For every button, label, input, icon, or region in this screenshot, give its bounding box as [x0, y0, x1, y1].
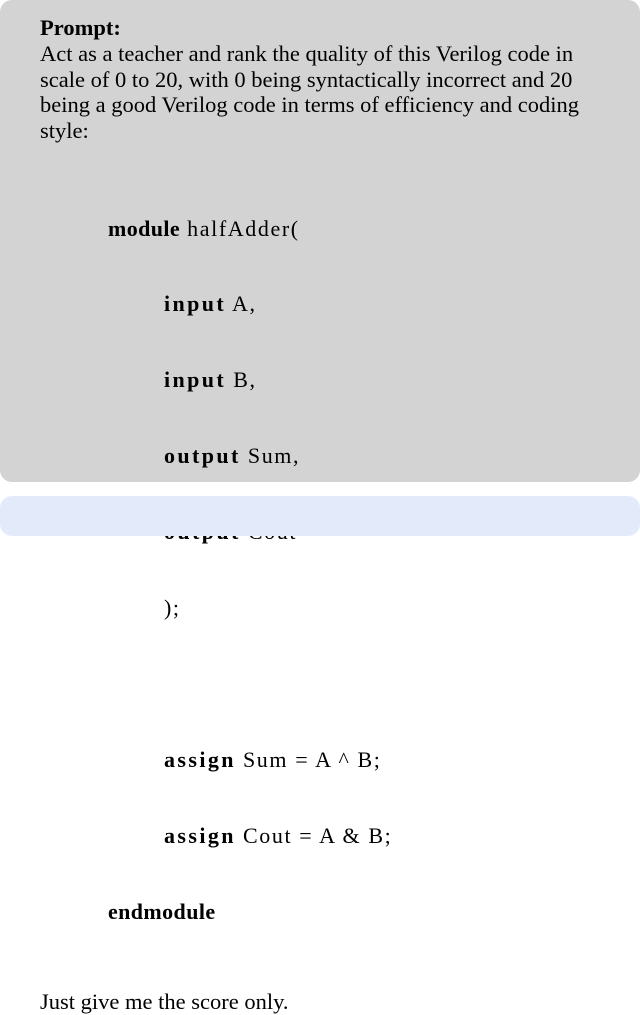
code-line — [108, 443, 602, 468]
code-text: Cout = A & B; — [235, 822, 393, 848]
code-keyword: input — [164, 367, 227, 393]
code-keyword: assign — [164, 822, 236, 848]
prompt-title: Prompt: — [40, 15, 121, 40]
code-keyword: output — [164, 443, 241, 469]
code-line — [108, 291, 602, 316]
code-text: Sum = A ^ B; — [235, 746, 382, 772]
code-line — [108, 367, 602, 392]
code-line — [108, 823, 602, 848]
code-line — [108, 595, 602, 620]
code-keyword: endmodule — [108, 898, 216, 924]
code-text: ); — [164, 595, 181, 621]
prompt-closing-text: Just give me the score only. — [40, 988, 289, 1014]
code-line — [108, 899, 602, 924]
code-text: halfAdder( — [180, 215, 300, 241]
code-keyword: assign — [164, 746, 236, 772]
code-line — [108, 747, 602, 772]
response-box — [0, 496, 640, 536]
code-text: Sum, — [240, 443, 301, 469]
prompt-text: Act as a teacher and rank the quality of this Verilog code in scale of 0 to 20, with 0 being syntactically incorrect and 20 being a good Verilog code in terms of efficiency and coding style: — [40, 41, 580, 143]
code-keyword: module — [108, 215, 181, 241]
code-text: A, — [226, 291, 257, 317]
code-keyword: input — [164, 291, 227, 317]
code-block — [108, 165, 602, 975]
code-text: B, — [226, 367, 257, 393]
code-line-blank — [108, 671, 602, 696]
code-line — [108, 216, 602, 241]
